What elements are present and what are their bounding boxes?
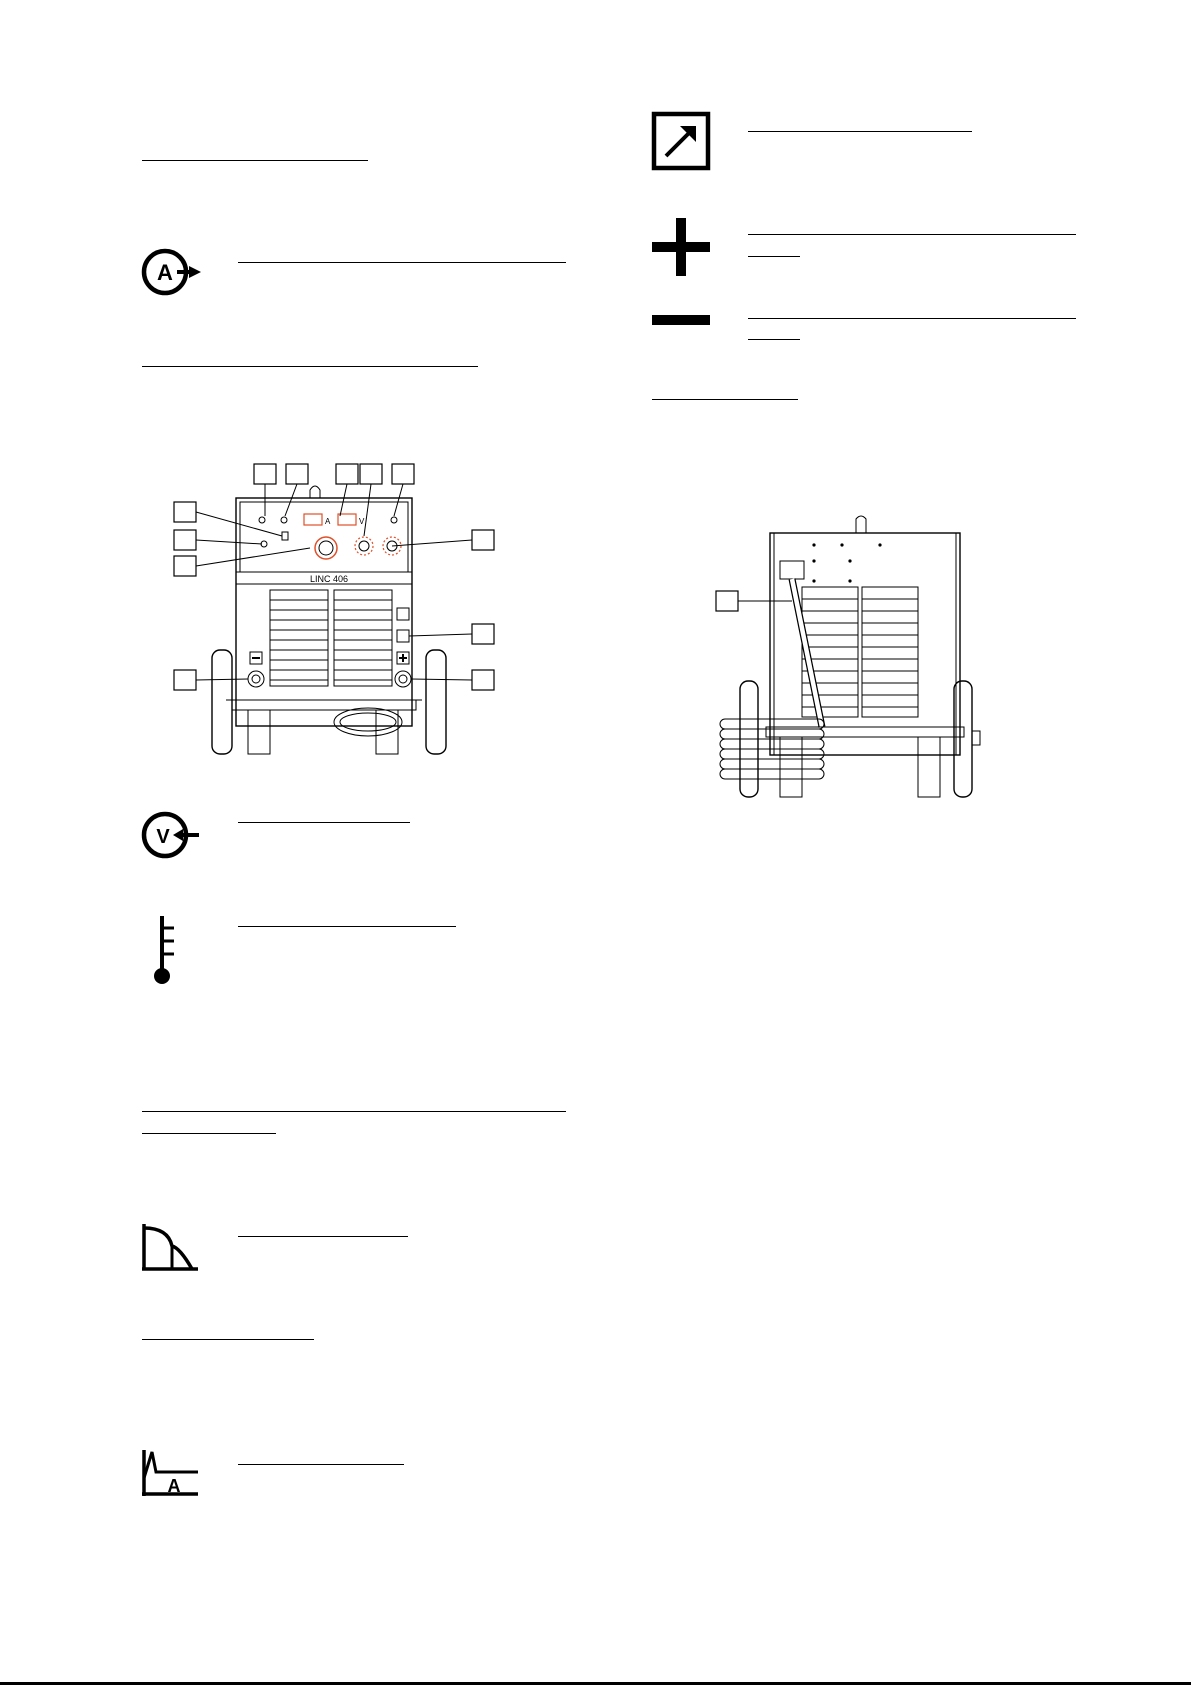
remote-heading bbox=[748, 131, 972, 132]
section-heading-2 bbox=[142, 366, 478, 367]
arc-force-icon bbox=[140, 1222, 202, 1272]
voltmeter-icon bbox=[141, 810, 203, 860]
meter-a-unit: A bbox=[325, 517, 331, 526]
negative-heading-line2 bbox=[748, 339, 800, 340]
negative-heading-line1 bbox=[748, 318, 1076, 319]
remote-control-icon bbox=[652, 112, 710, 170]
voltmeter-heading bbox=[238, 822, 410, 823]
positive-terminal-icon bbox=[650, 218, 712, 276]
ammeter-icon bbox=[141, 247, 203, 297]
section-heading-3-line1 bbox=[142, 1111, 566, 1112]
positive-heading-line1 bbox=[748, 234, 1076, 235]
hot-start-heading bbox=[238, 1464, 404, 1465]
svg-text:A: A bbox=[167, 1476, 181, 1496]
ammeter-heading bbox=[238, 262, 566, 263]
meter-v-unit: V bbox=[359, 517, 365, 526]
section-heading-1 bbox=[142, 160, 368, 161]
hot-start-icon bbox=[140, 1448, 202, 1498]
thermal-heading bbox=[238, 926, 456, 927]
arc-force-heading bbox=[238, 1236, 408, 1237]
svg-text:A: A bbox=[157, 260, 173, 285]
svg-text:V: V bbox=[156, 826, 170, 848]
model-label: LINC 406 bbox=[310, 574, 349, 584]
positive-heading-line2 bbox=[748, 256, 800, 257]
section-heading-right bbox=[652, 399, 798, 400]
rear-panel-diagram bbox=[710, 505, 1000, 800]
thermometer-icon bbox=[150, 914, 190, 986]
front-panel-diagram bbox=[170, 460, 510, 760]
section-heading-3-line2 bbox=[142, 1133, 276, 1134]
negative-terminal-icon bbox=[650, 314, 712, 326]
section-heading-4 bbox=[142, 1339, 314, 1340]
